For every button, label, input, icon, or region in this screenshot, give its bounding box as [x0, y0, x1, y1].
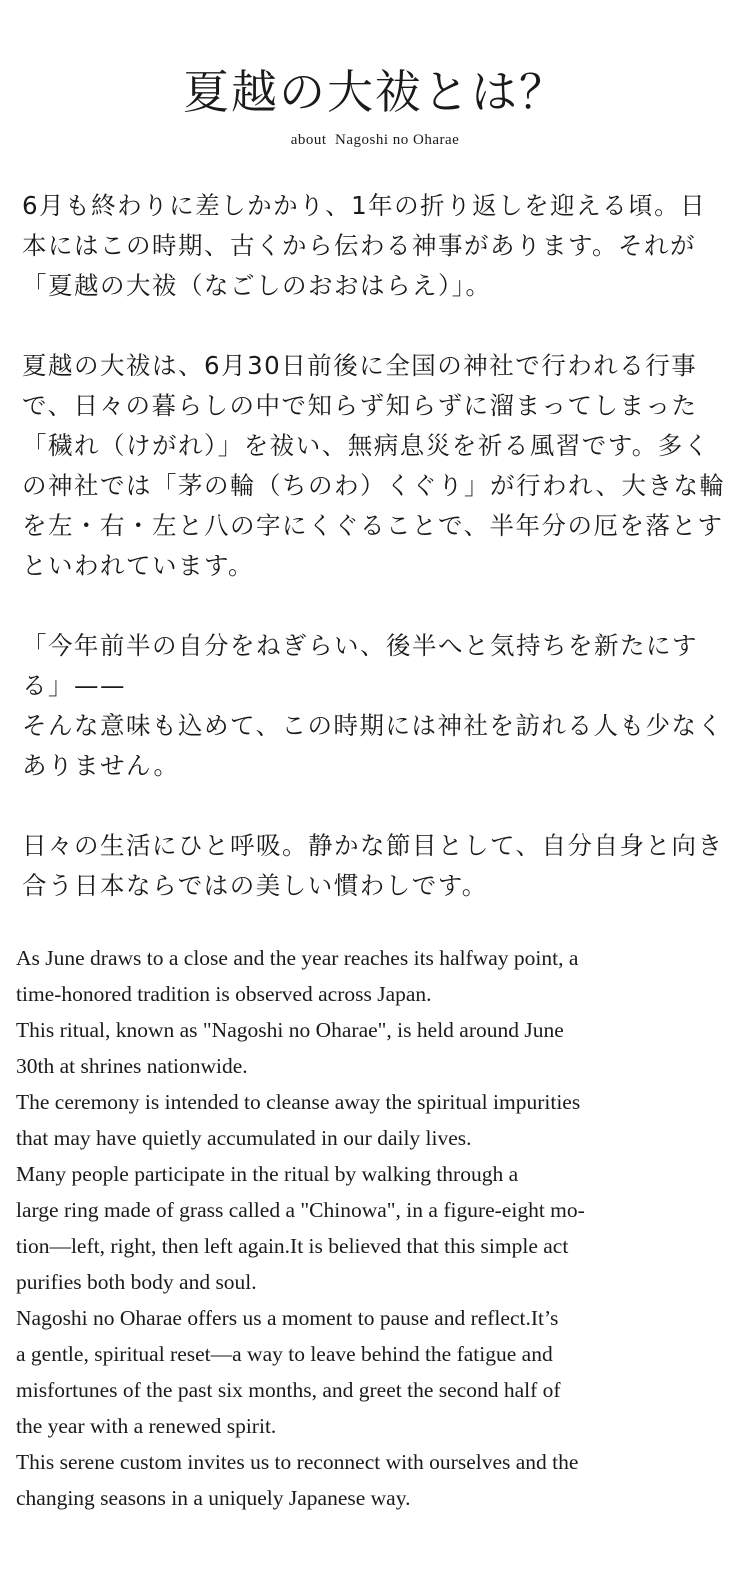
japanese-paragraph-1: [22, 186, 728, 306]
english-line: the year with a renewed spirit.: [16, 1414, 277, 1438]
english-body: [16, 940, 734, 1516]
english-line: a gentle, spiritual reset—a way to leave behind the fatigue and: [16, 1342, 553, 1366]
english-line: As June draws to a close and the year reaches its halfway point, a: [16, 946, 579, 970]
english-line: Nagoshi no Oharae offers us a moment to pause and reflect.It’s: [16, 1306, 559, 1330]
english-line: changing seasons in a uniquely Japanese way.: [16, 1486, 411, 1510]
page-title: 夏越の大祓とは？: [183, 65, 567, 119]
japanese-body: [22, 186, 728, 906]
japanese-text: 夏越の大祓は、6月30日前後に全国の神社で行われる行事で、日々の暮らしの中で知らず知らずに溜まってしまった「穢れ（けがれ）」を祓い、無病息災を祈る風習です。多くの神社では「茅の輪（ちのわ）くぐり」が行われ、大きな輪を左・右・左と八の字にくぐることで、半年分の厄を落とすといわれています。: [22, 351, 726, 580]
english-line: This serene custom invites us to reconnect with ourselves and the: [16, 1450, 579, 1474]
english-line: misfortunes of the past six months, and greet the second half of: [16, 1378, 561, 1402]
english-line: This ritual, known as "Nagoshi no Oharae", is held around June: [16, 1018, 564, 1042]
english-line: that may have quietly accumulated in our daily lives.: [16, 1126, 472, 1150]
english-line: tion—left, right, then left again.It is believed that this simple act: [16, 1234, 569, 1258]
english-line: Many people participate in the ritual by walking through a: [16, 1162, 519, 1186]
english-line: The ceremony is intended to cleanse away the spiritual impurities: [16, 1090, 581, 1114]
english-line: 30th at shrines nationwide.: [16, 1054, 248, 1078]
japanese-paragraph-4: [22, 826, 728, 906]
japanese-text: 「今年前半の自分をねぎらい、後半へと気持ちを新たにする」——: [22, 631, 698, 700]
english-line: purifies both body and soul.: [16, 1270, 257, 1294]
japanese-text: 日々の生活にひと呼吸。静かな節目として、自分自身と向き合う日本ならではの美しい慣わしです。: [22, 831, 724, 900]
english-line: time-honored tradition is observed across Japan.: [16, 982, 432, 1006]
japanese-paragraph-3: [22, 626, 728, 786]
english-line: large ring made of grass called a "Chinowa", in a figure-eight mo-: [16, 1198, 585, 1222]
page-subtitle: about Nagoshi no Oharae: [290, 132, 460, 148]
japanese-paragraph-2: [22, 346, 728, 586]
japanese-text: そんな意味も込めて、この時期には神社を訪れる人も少なくありません。: [22, 711, 724, 780]
japanese-text: 6月も終わりに差しかかり、1年の折り返しを迎える頃。日本にはこの時期、古くから伝わる神事があります。それが「夏越の大祓（なごしのおおはらえ）」。: [22, 191, 707, 300]
